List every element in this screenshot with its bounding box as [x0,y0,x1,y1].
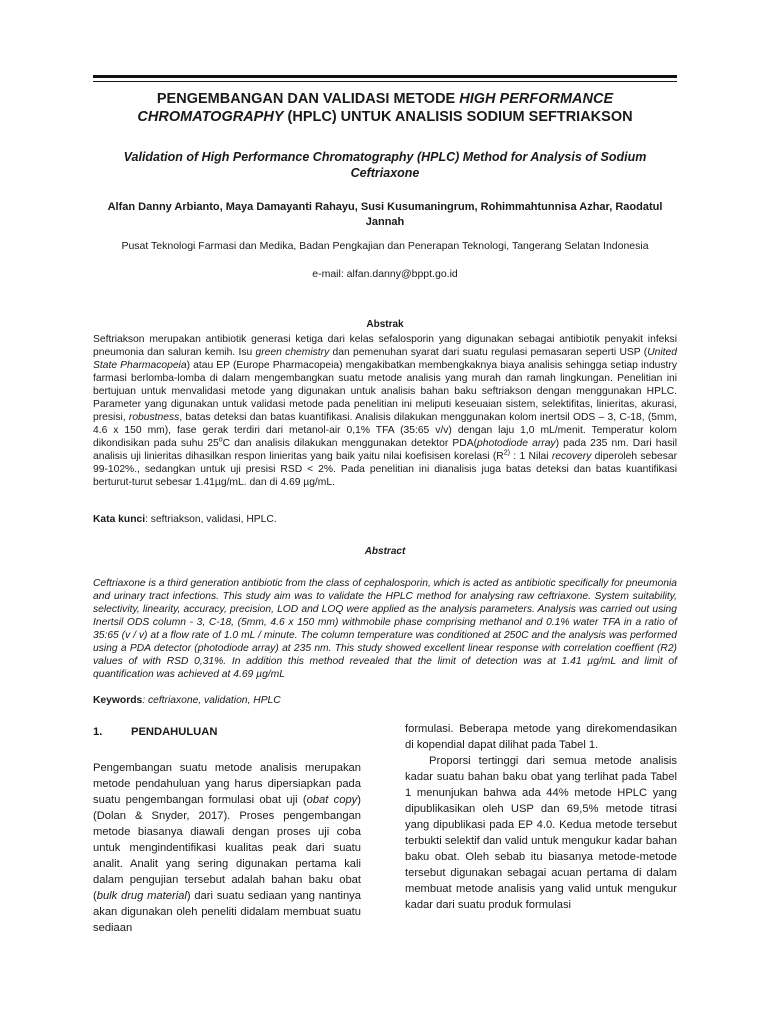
kata-kunci-value: : seftriakson, validasi, HPLC. [145,514,277,525]
abstract-heading: Abstract [364,546,406,557]
section-title: PENDAHULUAN [131,726,218,738]
paper-title: PENGEMBANGAN DAN VALIDASI METODE HIGH PERFORMANCE CHROMATOGRAPHY (HPLC) UNTUK ANALISIS SODIUM SEFTRIAKSON [137,91,633,125]
header-rule-thick [93,75,677,78]
header-rule-thin [93,81,677,82]
section-heading [93,724,361,740]
author-list: Alfan Danny Arbianto, Maya Damayanti Rahayu, Susi Kusumaningrum, Rohimmahtunnisa Azhar, Raodatul Jannah [107,201,663,228]
abstract-body: Ceftriaxone is a third generation antibiotic from the class of cephalosporin, which is acted as antibiotic specifically for pneumonia and urinary tract infections. This study aim was to validate the HPLC method for analysing raw ceftriaxone. System suitability, selectivity, linearity, accuracy, precision, LOD and LOQ were applied as the analysis parameters. Analysis was carried out using Inertsil ODS column - 3, C-18, (5mm, 4.6 x 150 mm) withmobile phase comprising methanol and 0.1% water TFA in a ratio of 35:65 (v / v) at a flow rate of 1.0 mL / minute. The column temperature was conditioned at 250C and the analysis was performed using a PDA detector (photodiode array) at 235 nm. This study showed excellent linear response with correlation coeffient (R2) values of with RSD 0,31%. In addition this method revealed that the limit of detection was at 1.41 µg/mL and limit of quantification was achieved at 4.69 µg/mL [93,578,677,680]
kata-kunci [93,513,677,526]
affiliation: Pusat Teknologi Farmasi dan Medika, Badan Pengkajian dan Penerapan Teknologi, Tangerang Selatan Indonesia [121,240,649,252]
right-column [405,721,677,913]
keywords-label: Keywords [93,695,143,706]
kata-kunci-label: Kata kunci [93,514,146,525]
right-paragraph-2: Proporsi tertinggi dari semua metode analisis kadar suatu bahan baku obat yang terlihat pada Tabel 1 menunjukan bahwa ada 44% metode HPLC yang dipublikasikan oleh USP dan 69,5% metode titrasi yang dipublikasi pada EP 4.0. Kedua metode tersebut terbukti selektif dan valid untuk mengukur kadar bahan baku obat. Oleh sebab itu biasanya metode-metode tersebut digunakan sebagai acuan pertama di dalam membuat metode analisis yang valid untuk mengukur kadar dari suatu produk formulasi [405,755,677,911]
intro-paragraph: Pengembangan suatu metode analisis merupakan metode pendahuluan yang harus dipersiapkan pada suatu pengembangan formulasi obat uji (obat copy) (Dolan & Snyder, 2017). Proses pengembangan metode biasanya diawali dengan proses uji coba untuk mengindentifikasi kualitas peak dari suatu analit. Analit yang sering digunakan pertama kali dalam pengujian tersebut adalah bahan baku obat (bulk drug material) dari suatu sediaan yang nantinya akan digunakan oleh peneliti didalam membuat suatu sediaan [93,762,362,934]
left-column [93,724,361,936]
section-number: 1. [93,726,103,738]
keywords-value: : ceftriaxone, validation, HPLC [142,695,281,706]
contact-email: e-mail: alfan.danny@bppt.go.id [312,268,458,280]
right-paragraph-1: formulasi. Beberapa metode yang direkomendasikan di kopendial dapat dilihat pada Tabel 1. [405,723,677,751]
paper-title-english: Validation of High Performance Chromatography (HPLC) Method for Analysis of Sodium Ceftriaxone [123,150,647,180]
keywords [93,694,677,707]
abstrak-heading: Abstrak [366,319,404,330]
abstrak-body: Seftriakson merupakan antibiotik generasi ketiga dari kelas sefalosporin yang digunakan sebagai antibiotik penyakit infeksi pneumonia dan saluran kemih. Isu green chemistry dan pemenuhan syarat dari suatu regulasi pemasaran seperti USP (United State Pharmacopeia) atau EP (Europe Pharmacopeia) mengakibatkan membengkaknya biaya analisis sehingga setiap industry farmasi berlomba-lomba di dalam mengembangkan suatu metode analisis yang murah dan ramah lingkungan. Penelitian ini bertujuan untuk menvalidasi metode yang digunakan untuk analisis bahan baku seftriakson dengan menggunakan HPLC. Parameter yang digunakan untuk validasi metode pada penelitian ini meliputi keseuaian sistem, selektifitas, linieritas, akurasi, presisi, robustness, batas deteksi dan batas kuantifikasi. Analisis dilakukan menggunakan kolom inertsil ODS – 3, C-18, (5mm, 4.6 x 150 mm), fase gerak terdiri dari metanol-air 0,1% TFA (35:65 v/v) dengan laju 1,0 mL/menit. Temperatur kolom dikondisikan pada suhu 25$^o$C dan analisis dilakukan menggunakan detektor PDA(photodiode array) pada 235 nm. Dari hasil analisis uji linieritas dihasilkan respon linieritas yang baik yaitu nilai koefisisen korelasi ($R^{2)}$ : 1 Nilai recovery diperoleh sebesar 99-102%., sedangkan untuk uji presisi RSD < 2%. Pada penelitian ini dianalisis juga batas deteksi dan batas kuantifikasi berturut-turut sebesar 1.41µg/mL. dan di 4.69 µg/mL. [93,334,677,488]
